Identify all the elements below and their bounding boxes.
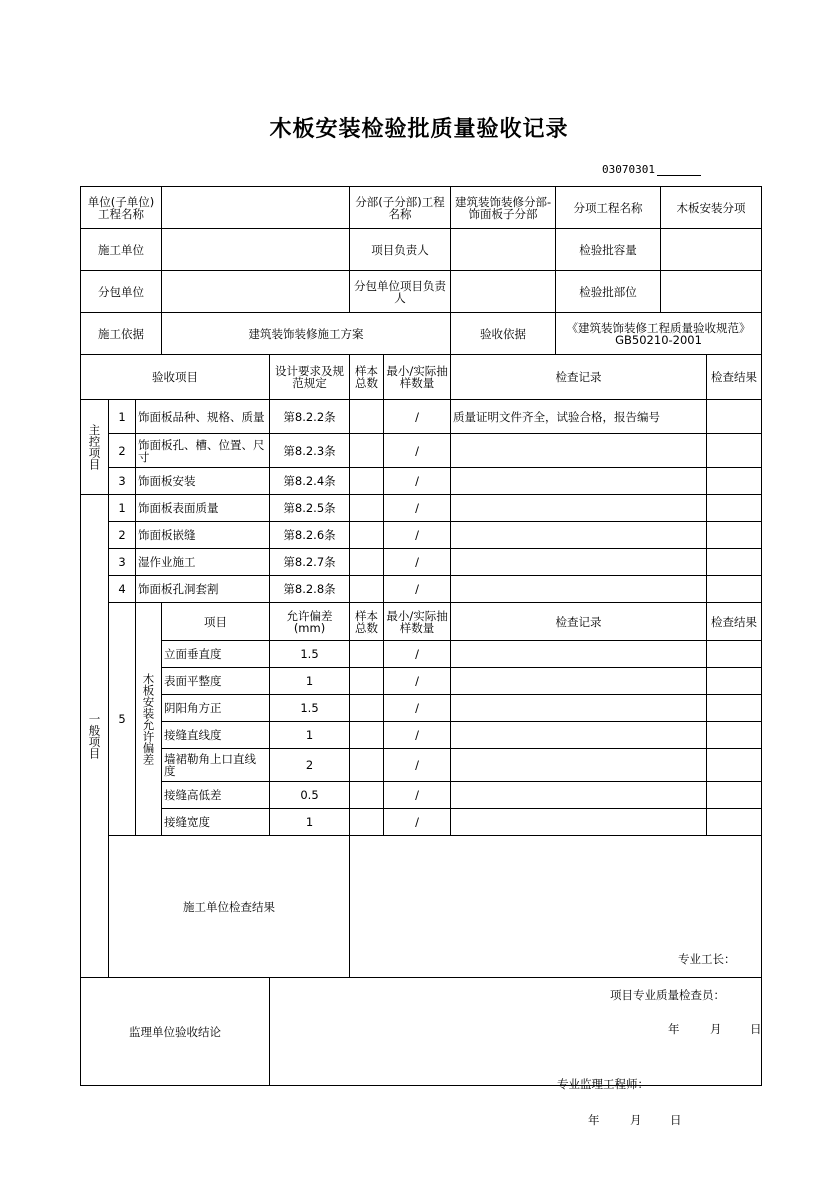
capacity-value[interactable] <box>661 229 762 271</box>
tol-min: / <box>384 749 451 782</box>
tol-sample[interactable] <box>350 722 384 749</box>
tol-sample[interactable] <box>350 668 384 695</box>
row-clause: 第8.2.5条 <box>270 495 350 522</box>
sub-pm-label: 分包单位项目负责人 <box>350 271 451 313</box>
tol-col-result: 检查结果 <box>707 603 762 641</box>
row-result[interactable] <box>707 468 762 495</box>
tol-result[interactable] <box>707 695 762 722</box>
row-name: 饰面板嵌缝 <box>136 522 270 549</box>
engineer-label: 专业监理工程师： <box>557 1076 650 1091</box>
tol-sample[interactable] <box>350 695 384 722</box>
construction-check-label: 施工单位检查结果 <box>109 836 350 978</box>
tol-value: 1 <box>270 809 350 836</box>
tol-value: 1.5 <box>270 695 350 722</box>
tol-result[interactable] <box>707 749 762 782</box>
tol-col-sample: 样本总数 <box>350 603 384 641</box>
table-row <box>81 576 762 603</box>
contractor-value[interactable] <box>162 229 350 271</box>
tol-min: / <box>384 695 451 722</box>
tol-value: 2 <box>270 749 350 782</box>
tol-name: 接缝高低差 <box>162 782 270 809</box>
supervision-year: 年 <box>588 1112 600 1127</box>
tol-sample[interactable] <box>350 809 384 836</box>
tol-name: 接缝直线度 <box>162 722 270 749</box>
row-clause: 第8.2.8条 <box>270 576 350 603</box>
tol-value: 1 <box>270 722 350 749</box>
location-value[interactable] <box>661 271 762 313</box>
contractor-label: 施工单位 <box>81 229 162 271</box>
sub-pm-value[interactable] <box>451 271 556 313</box>
table-row <box>81 695 762 722</box>
table-row <box>81 400 762 434</box>
form-code <box>602 163 701 176</box>
table-row <box>81 434 762 468</box>
tol-record[interactable] <box>451 668 707 695</box>
check-day: 日 <box>750 1021 762 1036</box>
row-name: 饰面板品种、规格、质量 <box>136 400 270 434</box>
row-result[interactable] <box>707 400 762 434</box>
construction-check-signature-area[interactable] <box>350 836 762 1036</box>
row-no: 4 <box>109 576 136 603</box>
row-clause: 第8.2.4条 <box>270 468 350 495</box>
division-value: 建筑装饰装修分部-饰面板子分部 <box>451 187 556 229</box>
subcontractor-label: 分包单位 <box>81 271 162 313</box>
row-record[interactable] <box>451 468 707 495</box>
row-min: / <box>384 495 451 522</box>
form-code-blank[interactable] <box>657 165 701 176</box>
tol-name: 立面垂直度 <box>162 641 270 668</box>
row-no: 3 <box>109 549 136 576</box>
unit-value[interactable] <box>162 187 350 229</box>
row-min: / <box>384 522 451 549</box>
tol-record[interactable] <box>451 641 707 668</box>
tol-sample[interactable] <box>350 641 384 668</box>
row-result[interactable] <box>707 576 762 603</box>
row-record[interactable] <box>451 576 707 603</box>
form-code-number: 03070301 <box>602 163 655 176</box>
subitem-label: 分项工程名称 <box>556 187 661 229</box>
tol-result[interactable] <box>707 809 762 836</box>
row-name: 饰面板孔、槽、位置、尺寸 <box>136 434 270 468</box>
tol-name: 表面平整度 <box>162 668 270 695</box>
col-sample-total: 样本总数 <box>350 355 384 400</box>
row-min: / <box>384 549 451 576</box>
row-no: 1 <box>109 400 136 434</box>
row-clause: 第8.2.6条 <box>270 522 350 549</box>
tol-col-record: 检查记录 <box>451 603 707 641</box>
table-row <box>81 549 762 576</box>
tol-result[interactable] <box>707 641 762 668</box>
supervision-month: 月 <box>630 1112 642 1127</box>
col-result: 检查结果 <box>707 355 762 400</box>
table-row <box>81 668 762 695</box>
table-row <box>81 809 762 836</box>
tol-record[interactable] <box>451 722 707 749</box>
row-no: 1 <box>109 495 136 522</box>
pm-value[interactable] <box>451 229 556 271</box>
general-label <box>81 495 109 978</box>
row-clause: 第8.2.7条 <box>270 549 350 576</box>
row-record[interactable] <box>451 549 707 576</box>
inspection-table <box>80 186 762 1127</box>
table-row <box>81 522 762 549</box>
table-row <box>81 722 762 749</box>
row-record[interactable] <box>451 434 707 468</box>
col-item: 验收项目 <box>81 355 270 400</box>
tol-min: / <box>384 722 451 749</box>
supervision-day: 日 <box>670 1112 682 1127</box>
tol-result[interactable] <box>707 722 762 749</box>
row-min: / <box>384 400 451 434</box>
supervision-label: 监理单位验收结论 <box>81 978 270 1086</box>
basis-value: 建筑装饰装修施工方案 <box>162 313 451 355</box>
col-min-actual: 最小/实际抽样数量 <box>384 355 451 400</box>
row-sample[interactable] <box>350 576 384 603</box>
row-name: 饰面板安装 <box>136 468 270 495</box>
tol-name: 接缝宽度 <box>162 809 270 836</box>
tolerance-group-label-text: 木板安装允许偏差 <box>141 673 156 765</box>
row-name: 湿作业施工 <box>136 549 270 576</box>
main-control-label-text: 主控项目 <box>87 424 102 470</box>
row-sample[interactable] <box>350 468 384 495</box>
foreman-label: 专业工长： <box>678 951 736 966</box>
tol-result[interactable] <box>707 782 762 809</box>
row-result[interactable] <box>707 495 762 522</box>
row-sample[interactable] <box>350 549 384 576</box>
tol-record[interactable] <box>451 749 707 782</box>
row-sample[interactable] <box>350 400 384 434</box>
tol-value: 1 <box>270 668 350 695</box>
row-result[interactable] <box>707 549 762 576</box>
capacity-label: 检验批容量 <box>556 229 661 271</box>
tol-min: / <box>384 641 451 668</box>
main-control-label <box>81 400 109 495</box>
row-no: 2 <box>109 434 136 468</box>
table-row <box>81 749 762 782</box>
general-label-text: 一般项目 <box>87 713 102 759</box>
unit-label: 单位(子单位)工程名称 <box>81 187 162 229</box>
row-result[interactable] <box>707 434 762 468</box>
col-record: 检查记录 <box>451 355 707 400</box>
table-row <box>81 468 762 495</box>
tol-value: 0.5 <box>270 782 350 809</box>
tol-min: / <box>384 809 451 836</box>
row-no: 5 <box>109 603 136 836</box>
tolerance-group-label <box>136 603 162 836</box>
inspector-label: 项目专业质量检查员： <box>610 987 726 1002</box>
tol-col-tolerance: 允许偏差(mm) <box>270 603 350 641</box>
tol-result[interactable] <box>707 668 762 695</box>
check-year: 年 <box>668 1021 680 1036</box>
tol-min: / <box>384 782 451 809</box>
tol-col-item: 项目 <box>162 603 270 641</box>
pm-label: 项目负责人 <box>350 229 451 271</box>
accept-basis-label: 验收依据 <box>451 313 556 355</box>
row-name: 饰面板表面质量 <box>136 495 270 522</box>
basis-label: 施工依据 <box>81 313 162 355</box>
table-row <box>81 603 762 641</box>
row-no: 3 <box>109 468 136 495</box>
table-row <box>81 641 762 668</box>
division-label: 分部(子分部)工程名称 <box>350 187 451 229</box>
tol-sample[interactable] <box>350 749 384 782</box>
row-sample[interactable] <box>350 434 384 468</box>
tol-sample[interactable] <box>350 782 384 809</box>
subcontractor-value[interactable] <box>162 271 350 313</box>
row-no: 2 <box>109 522 136 549</box>
tol-name: 墙裙勒角上口直线度 <box>162 749 270 782</box>
table-row <box>81 495 762 522</box>
subitem-value: 木板安装分项 <box>661 187 762 229</box>
row-record[interactable] <box>451 495 707 522</box>
tol-col-min: 最小/实际抽样数量 <box>384 603 451 641</box>
row-record[interactable]: 质量证明文件齐全，试验合格，报告编号 <box>451 400 707 434</box>
row-record[interactable] <box>451 522 707 549</box>
tol-value: 1.5 <box>270 641 350 668</box>
row-result[interactable] <box>707 522 762 549</box>
row-clause: 第8.2.2条 <box>270 400 350 434</box>
tol-record[interactable] <box>451 809 707 836</box>
tol-min: / <box>384 668 451 695</box>
row-min: / <box>384 468 451 495</box>
row-name: 饰面板孔洞套割 <box>136 576 270 603</box>
page-title: 木板安装检验批质量验收记录 <box>269 116 569 142</box>
row-min: / <box>384 576 451 603</box>
accept-basis-value: 《建筑装饰装修工程质量验收规范》GB50210-2001 <box>556 313 762 355</box>
location-label: 检验批部位 <box>556 271 661 313</box>
row-clause: 第8.2.3条 <box>270 434 350 468</box>
tol-record[interactable] <box>451 782 707 809</box>
tol-record[interactable] <box>451 695 707 722</box>
row-sample[interactable] <box>350 495 384 522</box>
row-sample[interactable] <box>350 522 384 549</box>
col-design: 设计要求及规范规定 <box>270 355 350 400</box>
row-min: / <box>384 434 451 468</box>
tol-name: 阴阳角方正 <box>162 695 270 722</box>
check-month: 月 <box>710 1021 722 1036</box>
table-row <box>81 782 762 809</box>
